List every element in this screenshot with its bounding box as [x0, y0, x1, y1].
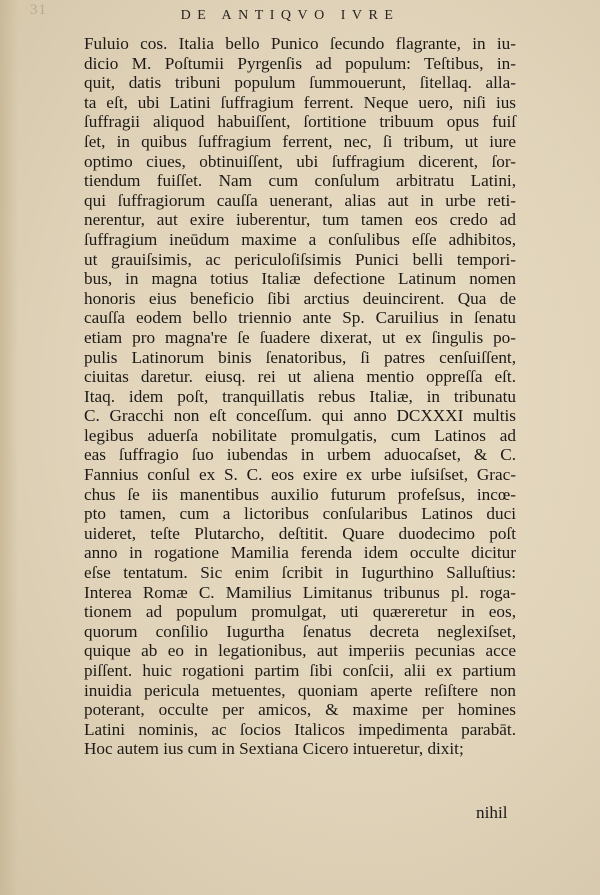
- text-line: Latini nominis, ac ſocios Italicos impedimenta parabāt.: [84, 719, 516, 739]
- text-line: bus, in magna totius Italiæ defectione Latinum nomen: [84, 269, 516, 289]
- text-line: tiendum fuiſſet. Nam cum conſulum arbitratu Latini,: [84, 171, 516, 191]
- text-line: ta eſt, ubi Latini ſuffragium ferrent. Neque uero, niſi ius: [84, 92, 516, 112]
- text-line: piſſent. huic rogationi partim ſibi conſcii, alii ex partium: [84, 661, 516, 680]
- text-line: quit, datis tribuni populum ſummouerunt, ſitellaq. alla-: [84, 73, 516, 93]
- text-line: inuidia pericula metuentes, quoniam aperte reſiſtere non: [84, 680, 516, 700]
- text-line: quique ab eo in legationibus, aut imperiis pecunias acce: [84, 641, 516, 661]
- text-line: uideret, teſte Plutarcho, deſtitit. Quare duodecimo poſt: [84, 523, 516, 543]
- text-line: legibus aduerſa nobilitate promulgatis, cum Latinos ad: [84, 425, 516, 445]
- text-line: Interea Romæ C. Mamilius Limitanus tribunus pl. roga-: [84, 582, 516, 602]
- text-line: eas ſuffragio ſuo iubendas in urbem aduocaſset, & C.: [84, 445, 516, 465]
- text-line: eſse tentatum. Sic enim ſcribit in Iugurthino Salluſtius:: [84, 563, 516, 583]
- running-head: DE ANTIQVO IVRE: [180, 8, 400, 23]
- text-line: ſuffragium ineūdum maxime a conſulibus eſſe adhibitos,: [84, 229, 516, 249]
- text-line: poterant, occulte per amicos, & maxime per homines: [84, 700, 516, 720]
- text-line: cauſſa eodem bello triennio ante Sp. Caruilius in ſenatu: [84, 308, 516, 328]
- text-line: Fuluio cos. Italia bello Punico ſecundo flagrante, in iu-: [84, 34, 516, 53]
- text-line: nerentur, aut exire iuberentur, tum tamen eos credo ad: [84, 210, 516, 230]
- text-line: C. Gracchi non eſt conceſſum. qui anno DCXXXI multis: [84, 406, 516, 426]
- text-line: ciuitas daretur. eiusq. rei ut aliena mentio oppreſſa eſt.: [84, 367, 516, 387]
- text-line: chus ſe iis manentibus auxilio futurum profeſsus, incœ-: [84, 484, 516, 504]
- body-text: [84, 34, 516, 759]
- text-line: Itaq. idem poſt, tranquillatis rebus Italiæ, in tribunatu: [84, 386, 516, 406]
- text-line: Hoc autem ius cum in Sextiana Cicero intueretur, dixit;: [84, 739, 464, 759]
- text-line: ſet, in quibus ſuffragium ferrent, nec, ſi tribum, ut iure: [84, 131, 516, 151]
- text-line: optimo ciues, obtinuiſſent, ubi ſuffragium dicerent, ſor-: [84, 151, 516, 171]
- text-line: tionem ad populum promulgat, uti quæreretur in eos,: [84, 602, 516, 622]
- text-line: ſuffragii aliquod habuiſſent, ſortitione tribuum opus fuiſ: [84, 112, 516, 132]
- text-line: Fannius conſul ex S. C. eos exire ex urbe iuſsiſset, Grac-: [84, 465, 516, 485]
- text-line: quorum conſilio Iugurtha ſenatus decreta neglexiſset,: [84, 621, 516, 641]
- text-line: dicio M. Poſtumii Pyrgenſis ad populum: Teſtibus, in-: [84, 53, 516, 73]
- text-line: qui ſuffragiorum cauſſa uenerant, alias aut in urbe reti-: [84, 190, 516, 210]
- page-number: 31: [30, 2, 47, 18]
- text-line: etiam pro magna're ſe ſuadere dixerat, ut ex ſingulis po-: [84, 327, 516, 347]
- text-line: pto tamen, cum a lictoribus conſularibus Latinos duci: [84, 504, 516, 524]
- text-line: ut grauiſsimis, ac periculoſiſsimis Punici belli tempori-: [84, 249, 516, 269]
- catchword: nihil: [476, 803, 508, 822]
- text-line: anno in rogatione Mamilia ferenda idem occulte dicitur: [84, 543, 516, 563]
- text-line: honoris eius beneficio ſibi arctius deuincirent. Qua de: [84, 288, 516, 308]
- text-line: pulis Latinorum binis ſenatoribus, ſi patres cenſuiſſent,: [84, 347, 516, 367]
